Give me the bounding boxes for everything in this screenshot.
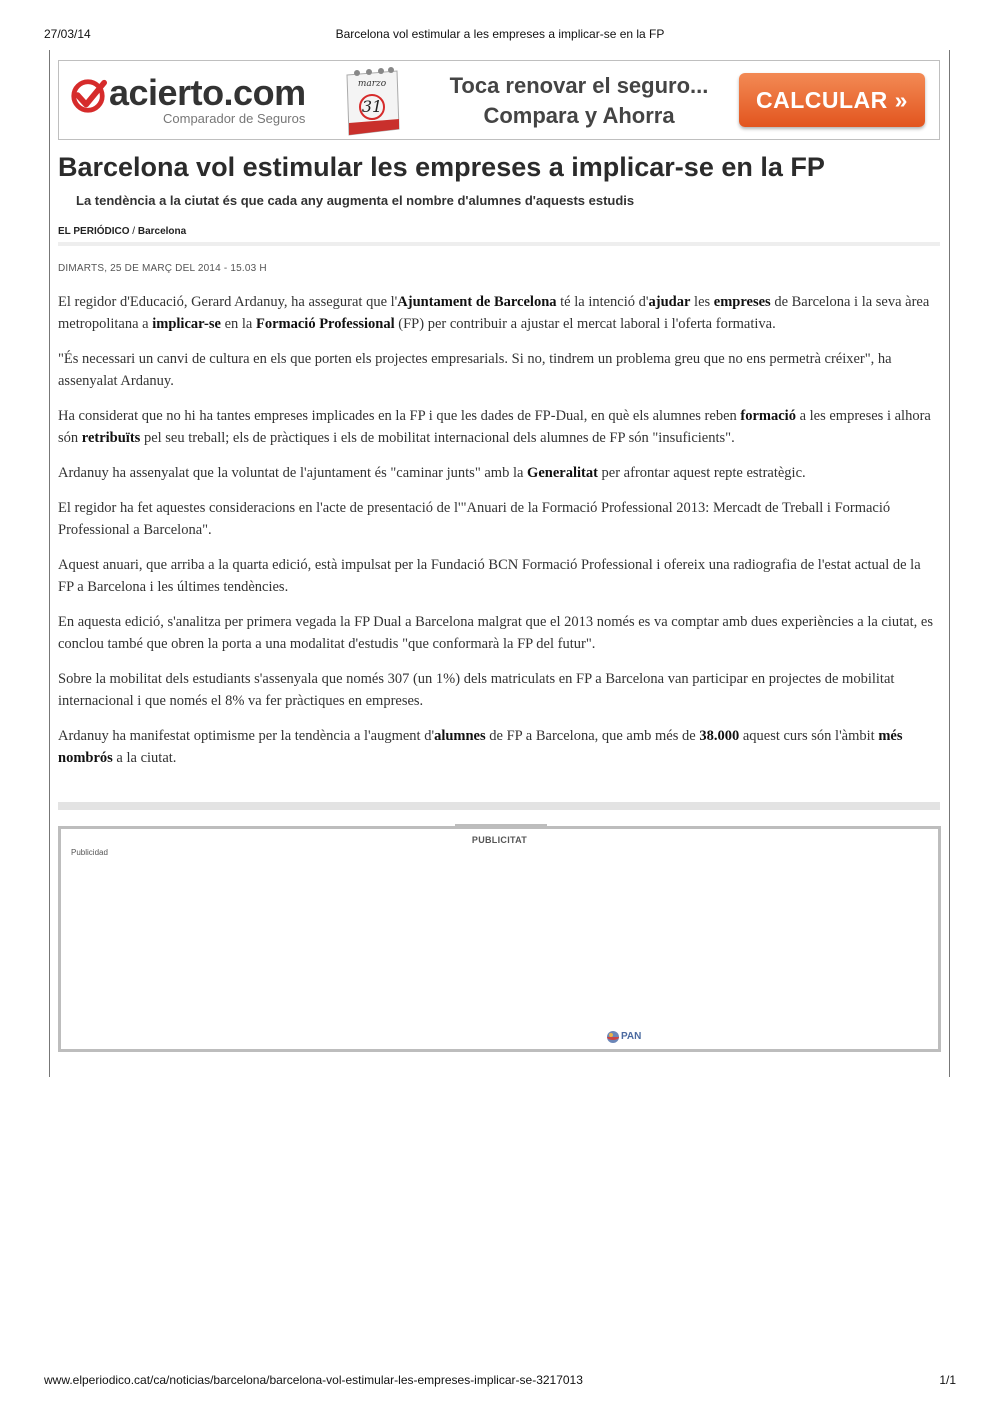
calendar-month: marzo	[357, 79, 387, 89]
bold-keyword: 38.000	[699, 728, 740, 744]
brand-name: acierto.com	[109, 72, 306, 113]
bold-keyword: retribuïts	[81, 430, 141, 446]
para-4: Ardanuy ha assenyalat que la voluntat de l'ajuntament és "caminar junts" amb la Generalitat per afrontar aquest repte estratègic.	[58, 465, 806, 481]
article-paragraph	[58, 725, 936, 769]
byline-divider	[58, 242, 940, 246]
article-end-divider	[58, 802, 940, 810]
print-footer	[44, 1373, 956, 1389]
ad-box-tab	[455, 824, 547, 829]
ad-small-label: Publicidad	[71, 848, 108, 857]
byline-source[interactable]: EL PERIÓDICO	[58, 226, 130, 237]
promo-text	[419, 71, 739, 131]
ad-network-name: PAN	[621, 1031, 642, 1042]
calcular-button[interactable]: CALCULAR »	[739, 73, 925, 127]
acierto-logo[interactable]	[69, 71, 319, 131]
ad-label: PUBLICITAT	[471, 835, 528, 845]
advertisement-box[interactable]	[58, 826, 941, 1052]
para-7: En aquesta edició, s'analitza per primera vegada la FP Dual a Barcelona malgrat que el 2013 només es va comptar amb dues experiències a la ciutat, es conclou també que obren la porta a una modalitat d'estudis "que conformarà la FP del futur".	[58, 614, 933, 652]
print-url: www.elperiodico.cat/ca/noticias/barcelona/barcelona-vol-estimular-les-empreses-implicar-se-3217013	[44, 1373, 583, 1387]
bold-keyword: implicar-se	[152, 316, 221, 332]
calendar-icon	[341, 63, 403, 139]
bold-keyword: Ajuntament de Barcelona	[397, 294, 557, 310]
article-paragraph	[58, 405, 936, 449]
article-subtitle: La tendència a la ciutat és que cada any augmenta el nombre d'alumnes d'aquests estudis	[76, 193, 635, 208]
para-6: Aquest anuari, que arriba a la quarta edició, està impulsat per la Fundació BCN Formació Professional i ofereix una radiografia de l'estat actual de la FP a Barcelona i les últimes tendències.	[58, 557, 921, 595]
bold-keyword: empreses	[713, 294, 771, 310]
promo-line-1: Toca renovar el seguro...	[449, 73, 709, 98]
page-frame-left-border	[49, 50, 50, 1077]
para-9: Ardanuy ha manifestat optimisme per la tendència a l'augment d'alumnes de FP a Barcelona, que amb més de 38.000 aquest curs són l'àmbit més nombrós a la ciutat.	[58, 728, 903, 766]
pan-globe-icon	[606, 1030, 620, 1044]
bold-keyword: més nombrós	[58, 728, 903, 766]
page-frame-right-border	[949, 50, 950, 1077]
byline-location[interactable]: Barcelona	[137, 226, 187, 237]
bold-keyword: Formació Professional	[255, 316, 395, 332]
calendar-day: 31	[361, 97, 383, 116]
para-8: Sobre la mobilitat dels estudiants s'assenyala que només 307 (un 1%) dels matriculats en FP a Barcelona van participar en projectes de mobilitat internacional i que només el 8% va fer pràctiques en empreses.	[58, 671, 895, 709]
bold-keyword: alumnes	[434, 728, 486, 744]
print-header	[44, 27, 956, 43]
promo-line-2: Compara y Ahorra	[483, 103, 675, 128]
article-paragraph	[58, 462, 936, 484]
article-paragraph	[58, 668, 936, 712]
bold-keyword: Generalitat	[527, 465, 598, 481]
bold-keyword: ajudar	[648, 294, 691, 310]
print-date: 27/03/14	[44, 27, 91, 41]
print-document-title: Barcelona vol estimular a les empreses a implicar-se en la FP	[335, 27, 665, 41]
para-5: El regidor ha fet aquestes consideracions en l'acte de presentació de l'"Anuari de la Formació Professional 2013: Mercadt de Treball i Formació Professional a Barcelona".	[58, 500, 891, 538]
banner-ad[interactable]	[58, 60, 940, 140]
article-paragraph	[58, 497, 936, 541]
acierto-check-logo-icon	[69, 77, 107, 115]
article-paragraph	[58, 291, 936, 335]
article-paragraph	[58, 348, 936, 392]
article-paragraph	[58, 611, 936, 655]
print-page-number: 1/1	[939, 1373, 956, 1387]
bold-keyword: formació	[740, 408, 796, 424]
article-byline	[58, 226, 186, 237]
article-dateline: DIMARTS, 25 DE MARÇ DEL 2014 - 15.03 H	[58, 263, 267, 274]
byline-separator: /	[129, 226, 138, 237]
article-paragraph	[58, 554, 936, 598]
para-3: Ha considerat que no hi ha tantes empreses implicades en la FP i que les dades de FP-Dual, en què els alumnes reben formació a les empreses i alhora són retribuïts pel seu treball; els de pràctiques i els de mobilitat internacional dels alumnes de FP són "insuficients".	[58, 408, 931, 446]
article-body	[58, 291, 936, 782]
article-headline: Barcelona vol estimular les empreses a implicar-se en la FP	[58, 152, 825, 182]
para-1: El regidor d'Educació, Gerard Ardanuy, ha assegurat que l'Ajuntament de Barcelona té la intenció d'ajudar les empreses de Barcelona i la seva àrea metropolitana a implicar-se en la Formació Professional (FP) per contribuir a ajustar el mercat laboral i l'oferta formativa.	[58, 294, 930, 332]
brand-tagline: Comparador de Seguros	[163, 111, 306, 126]
para-2: "És necessari un canvi de cultura en els que porten els projectes empresarials. Si no, tindrem un problema greu que no ens permetrà créixer", ha assenyalat Ardanuy.	[58, 351, 892, 389]
